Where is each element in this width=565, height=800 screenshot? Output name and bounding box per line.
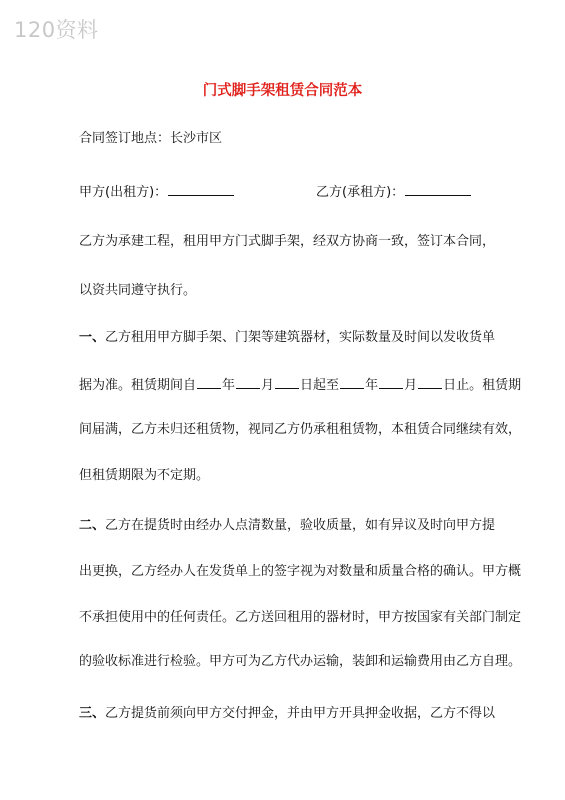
- end-day-blank: [418, 375, 442, 389]
- clause-1-text-1: 乙方租用甲方脚手架、门架等建筑器材，实际数量及时间以发收货单: [105, 330, 496, 345]
- start-month-blank: [236, 375, 260, 389]
- end-year-blank: [340, 375, 364, 389]
- end-month-blank: [379, 375, 403, 389]
- year-label: 年: [365, 378, 379, 393]
- clause-2-line-1: [79, 517, 495, 535]
- clause-3-line-1: [79, 705, 495, 723]
- party-b-label: 乙方(承租方)：: [316, 185, 405, 200]
- clause-1-line-2: [79, 375, 521, 395]
- party-b-line: [316, 182, 472, 202]
- intro-line-1: 乙方为承建工程，租用甲方门式脚手架，经双方协商一致，签订本合同，: [79, 234, 496, 249]
- clause-2-text-1: 乙方在提货时由经办人点清数量，验收质量，如有异议及时向甲方提: [105, 518, 496, 533]
- start-year-blank: [197, 375, 221, 389]
- month-label: 月: [404, 378, 418, 393]
- clause-2-line-3: 不承担使用中的任何责任。乙方送回租用的器材时，甲方按国家有关部门制定: [79, 610, 522, 625]
- signing-place: 合同签订地点：长沙市区: [79, 131, 223, 146]
- party-a-blank: [168, 182, 234, 196]
- start-day-blank: [275, 375, 299, 389]
- clause-1-number: 一、: [79, 330, 106, 345]
- clause-1-line-1: [79, 329, 495, 347]
- document-title: 门式脚手架租赁合同范本: [202, 83, 363, 99]
- year-label: 年: [222, 378, 236, 393]
- watermark: 120资料: [14, 18, 99, 42]
- clause-1-text-2: 据为准。租赁期间自: [79, 378, 197, 393]
- day-start-label: 日起至: [300, 378, 340, 393]
- clause-1-line-3: 间届满，乙方未归还租赁物，视同乙方仍承租租赁物，本租赁合同继续有效，: [79, 422, 522, 437]
- clause-2-number: 二、: [79, 518, 106, 533]
- day-end-label: 日止。租赁期: [443, 378, 522, 393]
- clause-3-text-1: 乙方提货前须向甲方交付押金，并由甲方开具押金收据，乙方不得以: [105, 706, 496, 721]
- clause-1-line-4: 但租赁期限为不定期。: [79, 468, 210, 483]
- party-b-blank: [405, 182, 471, 196]
- clause-3-number: 三、: [79, 706, 106, 721]
- party-a-line: [79, 182, 235, 202]
- month-label: 月: [261, 378, 275, 393]
- intro-line-2: 以资共同遵守执行。: [79, 283, 197, 298]
- clause-2-line-2: 出更换，乙方经办人在发货单上的签字视为对数量和质量合格的确认。甲方概: [79, 564, 522, 579]
- party-a-label: 甲方(出租方)：: [79, 185, 168, 200]
- clause-2-line-4: 的验收标准进行检验。甲方可为乙方代办运输，装卸和运输费用由乙方自理。: [79, 654, 522, 669]
